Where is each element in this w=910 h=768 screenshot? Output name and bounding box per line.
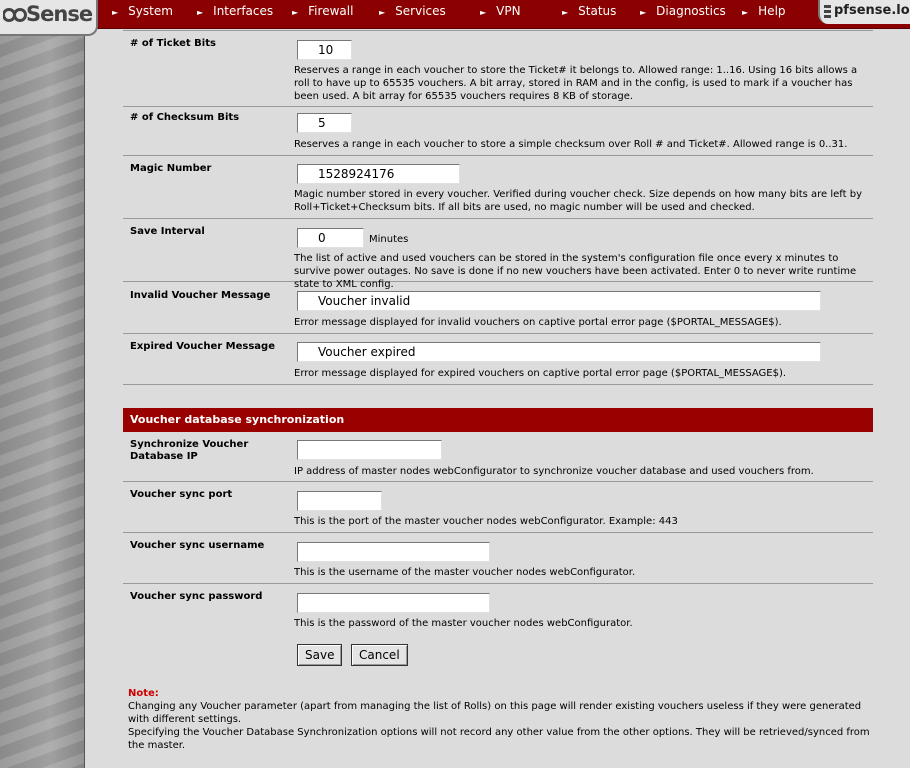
field-label: # of Checksum Bits — [130, 112, 240, 123]
arrow-right-icon: ► — [640, 8, 647, 17]
logo-text: Sense — [26, 2, 93, 26]
field-row-invalid-message — [123, 281, 873, 334]
network-icon — [824, 5, 832, 19]
field-description: Reserves a range in each voucher to store the Ticket# it belongs to. Allowed range: 1..16. Using 16 bits allows a roll to have up to 65535 vouchers. A bit array, stored in RAM and in the config, is used to mark if a voucher has been used. A bit array for 65535 vouchers requires 8 KB of storage. — [294, 65, 858, 102]
field-row-sync-port — [123, 481, 873, 533]
field-label: # of Ticket Bits — [130, 38, 216, 49]
field-description: Magic number stored in every voucher. Verified during voucher check. Size depends on how many bits are left by Roll+Ticket+Checksum bits. If all bits are used, no magic number will be used and checked. — [294, 189, 862, 213]
ticket-bits-input[interactable] — [297, 40, 352, 60]
nav-item-interfaces[interactable] — [197, 0, 273, 24]
field-description: Error message displayed for invalid vouchers on captive portal error page ($PORTAL_MESSAGE$). — [294, 317, 782, 328]
nav-label: System — [128, 4, 173, 18]
field-row-sync-username — [123, 532, 873, 584]
field-label: Invalid Voucher Message — [130, 290, 271, 301]
note-text — [128, 700, 873, 752]
arrow-right-icon: ► — [292, 8, 299, 17]
field-description: Reserves a range in each voucher to store a simple checksum over Roll # and Ticket#. Allowed range is 0..31. — [294, 139, 848, 150]
arrow-right-icon: ► — [379, 8, 386, 17]
hostname-text: pfsense.lo — [834, 3, 910, 18]
checksum-bits-input[interactable] — [297, 113, 352, 133]
nav-label: VPN — [496, 4, 521, 18]
field-row-save-interval — [123, 218, 873, 290]
cancel-button[interactable]: Cancel — [351, 644, 408, 666]
field-description: Error message displayed for expired vouchers on captive portal error page ($PORTAL_MESSAGE$). — [294, 368, 787, 379]
nav-item-firewall[interactable] — [292, 0, 353, 24]
field-row-checksum-bits — [123, 106, 873, 156]
field-label: Save Interval — [130, 226, 205, 237]
hostname-badge — [818, 0, 910, 24]
field-description: This is the username of the master voucher nodes webConfigurator. — [294, 567, 636, 578]
sync-ip-input[interactable] — [297, 440, 442, 460]
note-text-2: Specifying the Voucher Database Synchronization options will not record any other value from the other options. They will be retrieved/synced from the master. — [128, 727, 870, 751]
pf-logo-icon — [3, 7, 27, 23]
note-title: Note: — [128, 688, 159, 699]
arrow-right-icon: ► — [112, 8, 119, 17]
sidebar-texture — [0, 34, 84, 768]
nav-label: Status — [578, 4, 617, 18]
field-label: Voucher sync password — [130, 591, 263, 602]
nav-item-vpn[interactable] — [480, 0, 521, 24]
field-label: Voucher sync username — [130, 540, 265, 551]
arrow-right-icon: ► — [742, 8, 749, 17]
nav-item-status[interactable] — [562, 0, 616, 24]
pfsense-logo[interactable] — [0, 0, 98, 36]
top-navigation-bar — [0, 0, 910, 29]
field-row-sync-ip — [123, 432, 873, 482]
nav-label: Help — [758, 4, 786, 18]
expired-message-input[interactable] — [297, 342, 821, 362]
minutes-unit-label: Minutes — [369, 234, 409, 245]
field-row-sync-password — [123, 583, 873, 634]
field-label: Voucher sync port — [130, 489, 233, 500]
section-header-sync: Voucher database synchronization — [123, 408, 873, 432]
field-row-magic-number — [123, 155, 873, 219]
arrow-right-icon: ► — [197, 8, 204, 17]
sync-password-input[interactable] — [297, 593, 490, 613]
field-label: Expired Voucher Message — [130, 341, 275, 352]
field-description: This is the port of the master voucher nodes webConfigurator. Example: 443 — [294, 516, 678, 527]
nav-item-system[interactable] — [112, 0, 173, 24]
main-content — [84, 24, 910, 768]
nav-item-help[interactable] — [742, 0, 786, 24]
sync-port-input[interactable] — [297, 491, 382, 511]
sync-username-input[interactable] — [297, 542, 490, 562]
field-label: Synchronize Voucher Database IP — [130, 439, 249, 462]
nav-label: Firewall — [308, 4, 354, 18]
arrow-right-icon: ► — [480, 8, 487, 17]
invalid-message-input[interactable] — [297, 291, 821, 311]
nav-item-services[interactable] — [379, 0, 446, 24]
magic-number-input[interactable] — [297, 164, 460, 184]
field-row-ticket-bits — [123, 32, 873, 107]
field-description: This is the password of the master voucher nodes webConfigurator. — [294, 618, 633, 629]
note-text-1: Changing any Voucher parameter (apart from managing the list of Rolls) on this page will render existing vouchers useless if they were generated with different settings. — [128, 701, 862, 725]
save-interval-input[interactable] — [297, 228, 364, 248]
field-label: Magic Number — [130, 163, 212, 174]
arrow-right-icon: ► — [562, 8, 569, 17]
save-button[interactable]: Save — [297, 644, 342, 666]
nav-label: Diagnostics — [656, 4, 726, 18]
field-description: The list of active and used vouchers can be stored in the system's configuration file once every x minutes to survive power outages. No save is done if no new vouchers have been activated. Enter 0 to never write runtime state to XML config. — [294, 253, 857, 290]
nav-label: Services — [395, 4, 446, 18]
field-description: IP address of master nodes webConfigurator to synchronize voucher database and used vouchers from. — [294, 466, 814, 477]
field-row-expired-message — [123, 333, 873, 385]
nav-item-diagnostics[interactable] — [640, 0, 726, 24]
nav-label: Interfaces — [213, 4, 274, 18]
